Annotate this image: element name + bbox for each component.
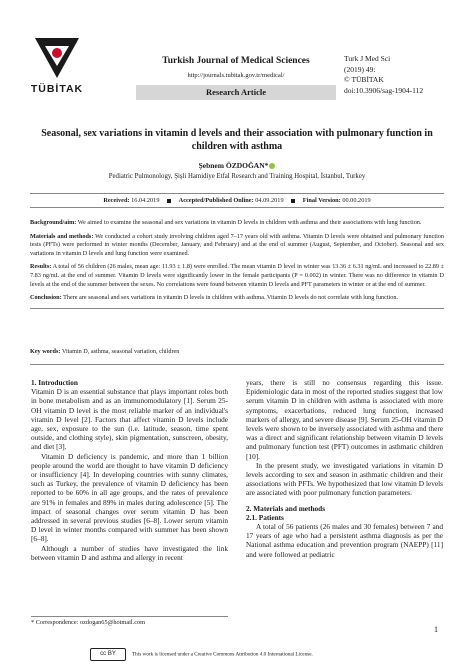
section-heading-methods: 2. Materials and methods (246, 503, 326, 513)
abstract-label: Background/aim: (30, 219, 77, 226)
body-paragraph: Although a number of studies have investigated the link between vitamin D and asthma and allergy in recent (31, 543, 228, 562)
body-paragraph: years, there is still no consensus regarding this issue. Epidemiologic data in most of the reported studies suggest that low serum vitamin D in children with asthma is associated with more symptoms, exacerbations, reduced lung function, increased markers of allergy, and severe disease [9]. Serum 25-OH vitamin D levels were shown to be inversely associated with asthma and there was a direct and significant relationship between vitamin D levels and pulmonary function test (PFT) outcomes in asthmatic children [10]. (246, 378, 443, 461)
right-column (246, 378, 443, 559)
abstract-label: Results: (30, 263, 52, 271)
final-label: Final Version: (302, 197, 341, 204)
license-text: This work is licensed under a Creative Commons Attribution 4.0 International License. (132, 651, 313, 658)
article-title: Seasonal, sex variations in vitamin d levels and their association with pulmonary function in children with asthma (41, 128, 433, 152)
final-date: 00.00.2019 (342, 197, 371, 204)
license-line (90, 648, 390, 661)
doi-link[interactable]: doi:10.3906/sag-1904-112 (344, 85, 424, 95)
body-paragraph: Vitamin D deficiency is pandemic, and more than 1 billion people around the world are thought to have vitamin D deficiency or insufficiency [4]. In developing countries with sunny climates, such as Turkey, the prevalence of vitamin D deficiency has been reported to be 60% in all age groups, and the rates of prevalence are 91% in females and 89% in males during adolescence [5]. The impact of seasonal changes over serum vitamin D has been addressed in several previous studies [6–8]. Lower serum vitamin D level in winter months compared with summer has been shown [6–8]. (31, 451, 228, 544)
affiliation: Pediatric Pulmonology, Şişli Hamidiye Etfal Research and Training Hospital, İstanbul, Turkey (108, 173, 366, 180)
abstract (30, 219, 444, 309)
abstract-methods (30, 233, 444, 259)
abstract-results (30, 263, 444, 289)
abstract-conclusion (30, 294, 444, 303)
keywords-label: Key words: (30, 348, 61, 355)
abstract-label: Conclusion: (30, 294, 62, 302)
body-paragraph: In the present study, we investigated variations in vitamin D levels according to sex and season in asthmatic children and their associations with PFTs. We hypothesized that low vitamin D levels are associated with poor pulmonary function parameters. (246, 460, 443, 498)
body-paragraph: A total of 56 patients (26 males and 30 females) between 7 and 17 years of age who had a persistent asthma diagnosis as per the National asthma education and prevention program (NAEPP) [11] and were followed at pediatric (246, 522, 443, 559)
article-type-badge: Research Article (136, 85, 336, 100)
separator-square-icon (167, 199, 171, 203)
abstract-text: A total of 56 children (26 males, mean age: 11.93 ± 1.8) were enrolled. The mean vitamin D level in winter was 13.36 ± 6.31 ng/mL and increased to 22.89 ± 7.83 ng/mL at the end of summer. Vitamin D levels were significantly lower in the female participants (P = 0.002) in winter. There was no difference in vitamin D levels at the end of the summer between the sexes. No correlations were found between vitamin D levels and PFT parameters in winter or at the end of summer. (30, 263, 444, 288)
citation-line: Turk J Med Sci (344, 54, 391, 63)
journal-url-link[interactable]: http://journals.tubitak.gov.tr/medical/ (187, 72, 285, 79)
citation-line: (2019) 49: (344, 64, 376, 74)
accepted-date: 04.09.2019 (255, 197, 284, 204)
abstract-background (30, 219, 444, 228)
citation-block (344, 54, 464, 96)
accepted-label: Accepted/Published Online: (178, 197, 254, 204)
abstract-text: There are seasonal and sex variations in vitamin D levels in children with asthma. Vitamin D levels do not correlate with lung function. (61, 294, 399, 302)
abstract-text: We conducted a cohort study involving children aged 7–17 years old with asthma. Vitamin D levels were obtained and pulmonary function tests (PFTs) were performed in winter months (December, January, and February) and at the end of summer (August, September, and October). Seasonal and sex variations in vitamin D levels and lung function were examined. (30, 232, 444, 257)
separator-square-icon (291, 199, 295, 203)
abstract-text: We aimed to examine the seasonal and sex variations in vitamin D levels in children with asthma and their associations with lung function. (76, 219, 422, 226)
subsection-heading-patients: 2.1. Patients (246, 512, 284, 522)
cc-by-icon[interactable]: cc BY (90, 648, 126, 661)
logo-wordmark: TÜBİTAK (30, 83, 84, 95)
section-heading-introduction: 1. Introduction (31, 378, 78, 387)
orcid-icon[interactable] (269, 163, 275, 169)
author-name: Şebnem ÖZDOĞAN* (198, 161, 269, 170)
received-label: Received: (103, 197, 130, 204)
keywords-text: Vitamin D, asthma, seasonal variation, children (60, 348, 180, 355)
received-date: 16.04.2019 (131, 197, 160, 204)
dates-bar (30, 193, 444, 208)
abstract-label: Materials and methods: (30, 232, 94, 240)
correspondence-footnote: * Correspondence: ozdogan65@hotmail.com (31, 616, 228, 626)
body-paragraph: Vitamin D is an essential substance that plays important roles both in bone metabolism and as an immunomodulatory [1]. Serum 25-OH vitamin D level is the most reliable marker of an individual's vitamin D level [2]. Factors that affect vitamin D levels include age, sex, exposure to the sun (i.e. latitude, season, time spent outside, and clothing style), skin pigmentation, sunscreen, obesity, and diet [3]. (31, 387, 228, 452)
journal-name: Turkish Journal of Medical Sciences (162, 56, 310, 66)
keywords (30, 348, 444, 365)
citation-line: © TÜBİTAK (344, 75, 384, 84)
left-column (31, 378, 228, 562)
page-number: 1 (434, 625, 438, 634)
author-line (30, 161, 444, 170)
